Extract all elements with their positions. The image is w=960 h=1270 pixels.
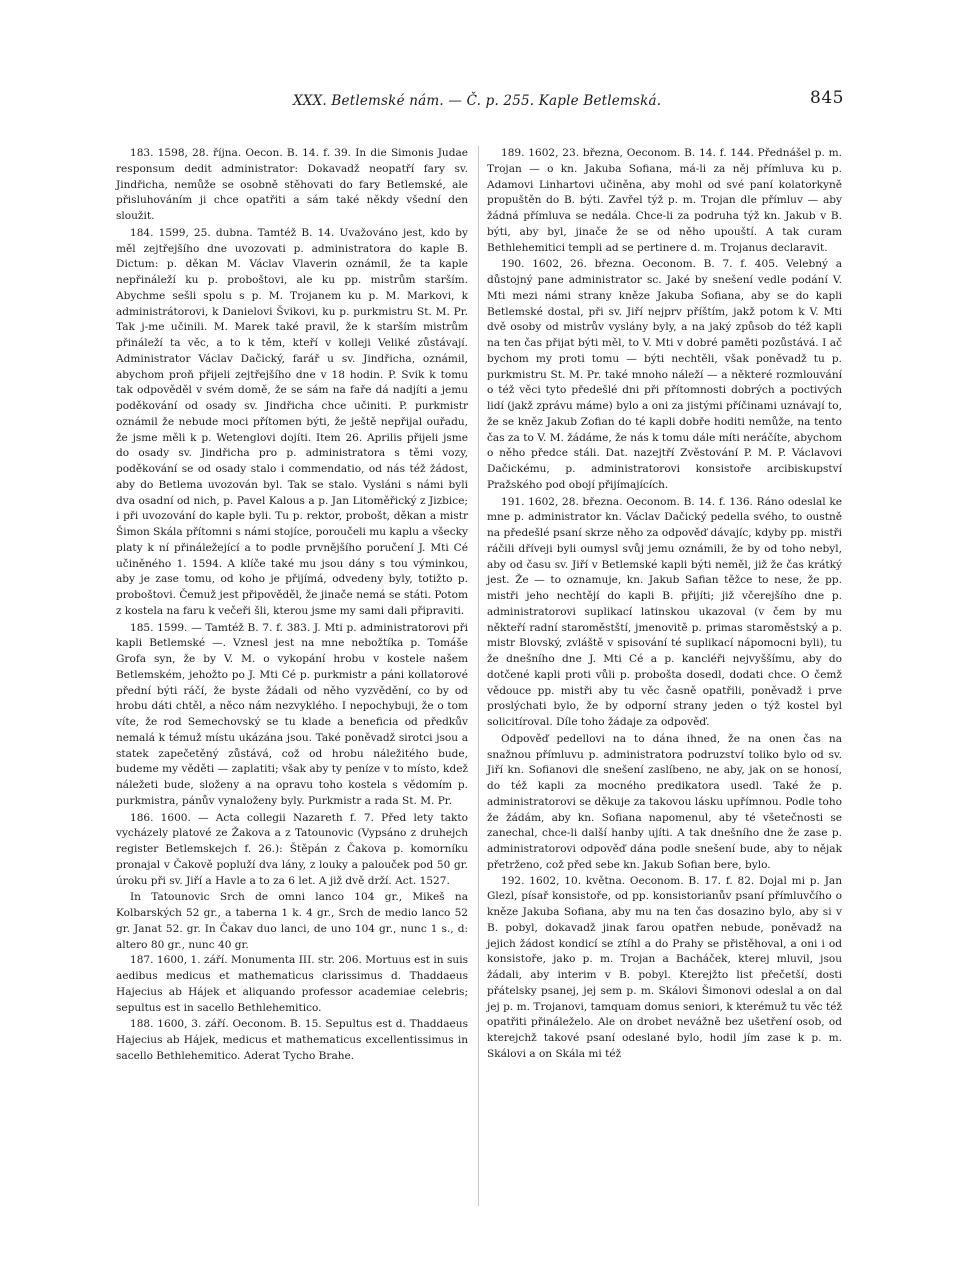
entry-185: 185. 1599. — Tamtéž B. 7. f. 383. J. Mti p. administratorovi při kapli Betlemské —. Vznesl jest na mne nebožtíka p. Tomáše Grofa syn, že by V. M. o vykopání hrobu v kostele našem Betlemském, jehožto po J. Mti Cé p. purkmistr a páni kollatorové přední býti ráčí, že byste žádali od něho vyzvědění, co by od hrobu dáti chtěl, a něco nám nezvyklého. I nepochybuji, že o tom víte, že rod Semechovský se tu klade a beneficia od předkův nemalá k témuž místu ukázána jsou. Také poněvadž sirotci jsou a statek zapečetěný zůstává, což od hrobu náležitého bude, budeme my věděti — zaplatiti; však aby ty peníze v to místo, kdež náležeti bude, složeny a na opravu toho kostela s vědomím p. purkmistra, pánův vynaloženy byly. Purkmistr a rada St. M. Pr. bbox=[116, 621, 468, 807]
entry-187: 187. 1600, 1. září. Monumenta III. str. 206. Mortuus est in suis aedibus medicus et mathematicus clarissimus d. Thaddaeus Hajecius ab Hájek et aliquando professor academiae celebris; sepultus est in sacello Bethlehemitico. bbox=[116, 954, 468, 1014]
entry-186-note: In Tatounovic Srch de omni lanco 104 gr., Mikeš na Kolbarských 52 gr., a taberna 1 k. 4 gr., Srch de medio lanco 52 gr. Janat 52. gr. In Čakav duo lanci, de uno 104 gr., nunc 1 s., d: altero 80 gr., nunc 40 gr. bbox=[116, 891, 468, 951]
page-number: 845 bbox=[810, 88, 844, 108]
entry-188: 188. 1600, 3. září. Oeconom. B. 15. Sepultus est d. Thaddaeus Hajecius ab Hájek, medicus et mathematicus excellentissimus in sacello Bethlehemitico. Aderat Tycho Brahe. bbox=[116, 1018, 468, 1062]
entry-191: 191. 1602, 28. března. Oeconom. B. 14. f. 136. Ráno odeslal ke mne p. administrator kn. Václav Dačický pedella svého, to oustně na předešlé psaní skrze něho za odpověď dávajíc, kdyby pp. mistři ráčili dříveji byli oumysl svůj jemu oznámili, že by od toho nebyl, aby od času sv. Jiří v Betlemské kapli býti neměl, již že čas krátký jest. Že — to oznamuje, kn. Jakub Safian těžce to nese, že pp. mistři jeho nechtějí do kapli B. přijíti; již včerejšího dne p. administratorovi suplikací latinskou ukazoval (v čem by mu někteří radní staroměstští, jmenovitě p. primas staroměstský a p. mistr Blovský, zvláště v spisování té suplikací nápomocni byli), tu že dnešního dne J. Mti Cé a p. kancléři nejvyššímu, aby do dotčené kapli proti vůli p. probošta dosedl, dodati chce. O čemž vědouce pp. mistři aby tu věc časně opatřili, poněvadž i prve proslýchati bylo, že by odporní strany jeden o týž kostel byl solicitíroval. Díle toho žádaje za odpověď. bbox=[487, 495, 842, 728]
entry-189: 189. 1602, 23. března, Oeconom. B. 14. f. 144. Přednášel p. m. Trojan — o kn. Jakuba Sofiana, má-li za něj přímluva ku p. Adamovi Linhartovi učiněna, aby mohl od své paní kolatorkyně propuštěn do B. býti. Zavřel týž p. m. Trojan dle přímluv — aby žádná přímluva se nedála. Chce-li za podruha týž kn. Jakub v B. býti, aby byl, jinače že se od něho upouští. A tak curam Bethlehemitici templi ad se pertinere d. m. Trojanus declaravit. bbox=[487, 147, 842, 254]
entry-184: 184. 1599, 25. dubna. Tamtéž B. 14. Uvažováno jest, kdo by měl zejtřejšího dne uvozovati p. administratora do kaple B. Dictum: p. děkan M. Václav Vlaverin oznámil, že ta kaple nepřináleží ku p. proboštovi, ale ku pp. mistrům starším. Abychme sešli spolu s p. M. Trojanem ku p. M. Markovi, k administrátorovi, k Danielovi Švikovi, ku p. purkmistru St. M. Pr. Tak j-me učinili. M. Marek také pravil, že k starším mistrům přináleží ta věc, a to k těm, kteří v kolleji Veliké zůstávají. Administrator Václav Dačický, farář u sv. Jindřicha, oznámil, abychom proň přijeli zejtřejšího dne v 18 hodin. P. Svik k tomu tak odpověděl v svém domě, že se sám na faře dá nadjíti a jemu poděkování od osady sv. Jindřicha chce učiniti. P. purkmistr oznámil že nebude moci přítomen býti, že ještě nepřijal ouřadu, že jsme měli k p. Wetenglovi dojíti. Item 26. Aprilis přijeli jsme do osady sv. Jindřicha pro p. administratora s těmi vozy, poděkování se od osady stalo i commendatio, od nás též žádost, aby do Betlema uvozován byl. Tak se stalo. Vysláni s námi byli dva osadní od nich, p. Pavel Kalous a p. Jan Litoměřický z Jizbice; i při uvozování do kaple byli. Tu p. rektor, probošt, děkan a mistr Šimon Skála přítomni s námi stojíce, poroučeli mu kaplu a všecky platy k ní přináležející a to podle prvnějšího poručení J. Mti Cé učiněného 1. 1594. A klíče také mu jsou dány s tou výminkou, aby je zase tomu, od koho je přijímá, odvedeny byly, totižto p. proboštovi. Čemuž jest připověděl, že jinače nemá se státi. Potom z kostela na faru k večeři šli, kterou jsme my sami dali připraviti. bbox=[116, 226, 468, 617]
running-title: XXX. Betlemské nám. — Č. p. 255. Kaple Betlemská. bbox=[293, 93, 662, 109]
entry-191-reply: Odpověď pedellovi na to dána ihned, že na onen čas na snažnou přímluvu p. administratora podruzství toliko bylo od sv. Jiří kn. Sofianovi dle snešení zaslíbeno, ne aby, jak on se honosí, do též kapli za mocného predikatora usedl. Také že p. administratorovi se děkuje za takovou lásku upřímnou. Podle toho že žádám, aby kn. Sofiana napomenul, aby té všetečnosti se zanechal, chce-li další hanby ujíti. A tak dnešního dne že zase p. administratorovi odpověď dána podle snešení bude, aby to nějak přetrženo, což před sebe kn. Jakub Sofian bere, bylo. bbox=[487, 732, 842, 871]
left-column bbox=[116, 146, 468, 1066]
entry-183: 183. 1598, 28. října. Oecon. B. 14. f. 39. In die Simonis Judae responsum dedit administrator: Dokavadž neopatří fary sv. Jindřicha, nemůže se osobně stěhovati do fary Betlemské, ale přisluhováním ji chce opatřiti a sám také někdy všední den sloužit. bbox=[116, 147, 468, 222]
entry-192: 192. 1602, 10. května. Oeconom. B. 17. f. 82. Dojal mi p. Jan Glezl, písař konsistoře, od pp. konsistorianův psaní přímluvčího o kněze Jakuba Sofiana, aby mu na ten čas dosazino bylo, aby si v B. pobyl, dokavadž jinak farou opatřen nebude, poněvadž na jejich žádost kondicí se ztíhl a do Prahy se přistěhoval, a oni i od konsistoře, jako p. m. Trojan a Bacháček, kterej mluvil, jsou žádali, aby interim v B. pobyl. Kterejžto list přečetší, dosti přátelsky psanej, jej sem p. m. Skálovi Šimonovi odeslal a on dal jej p. m. Trojanovi, tamquam domus seniori, k kterémuž tu věc též opatřiti přináleželo. Ale on drobet nevážně bez ušetření osob, od kterejchž takové psaní odeslané bylo, hodil jím zase k p. m. Skálovi a on Skála mi též bbox=[487, 874, 842, 1060]
entry-186: 186. 1600. — Acta collegii Nazareth f. 7. Před lety takto vycházely platové ze Žakova a z Tatounovic (Vypsáno z druhejch register Betlemskejch f. 26.): Štěpán z Čakova p. komorníku pronajal v Čakově popluží dva lány, z louky a palouček pod 50 gr. úroku při sv. Jiří a Havle a to za 6 let. A již dvě drží. Act. 1527. bbox=[116, 811, 468, 887]
column-divider bbox=[478, 146, 479, 1206]
entry-190: 190. 1602, 26. března. Oeconom. B. 7. f. 405. Velebný a důstojný pane administrator sc. Jaké by snešení vedle podání V. Mti mezi námi strany kněze Jakuba Sofiana, aby se do kapli Betlemské dostal, při sv. Jiří nejprv příštím, jakž potom k V. Mti dvě osoby od mistrův vyslány byly, a na jaký způsob do též kapli na ten čas přijat býti měl, to V. Mti v dobré paměti pozůstává. I ač bychom my proti tomu — býti nechtěli, však poněvadž tu p. purkmistru St. M. Pr. také mnoho náleží — a některé rozmlouvání o též věci tyto předešlé dni při přítomnosti dobrých a poctivých lidí (jakž zprávu máme) bylo a oni za jistými příčinami uznávají to, že se kněz Jakub Zofian do té kapli dobře hoditi nemůže, na tento čas za to V. M. žádáme, že nás k tomu dále míti neráčíte, abychom o něho předce stáli. Dat. nazejtří Zvěstování P. M. P. Václavovi Dačickému, p. administratorovi konsistoře arcibiskupství Pražského pod obojí přijímajících. bbox=[487, 258, 842, 491]
right-column bbox=[487, 146, 842, 1064]
